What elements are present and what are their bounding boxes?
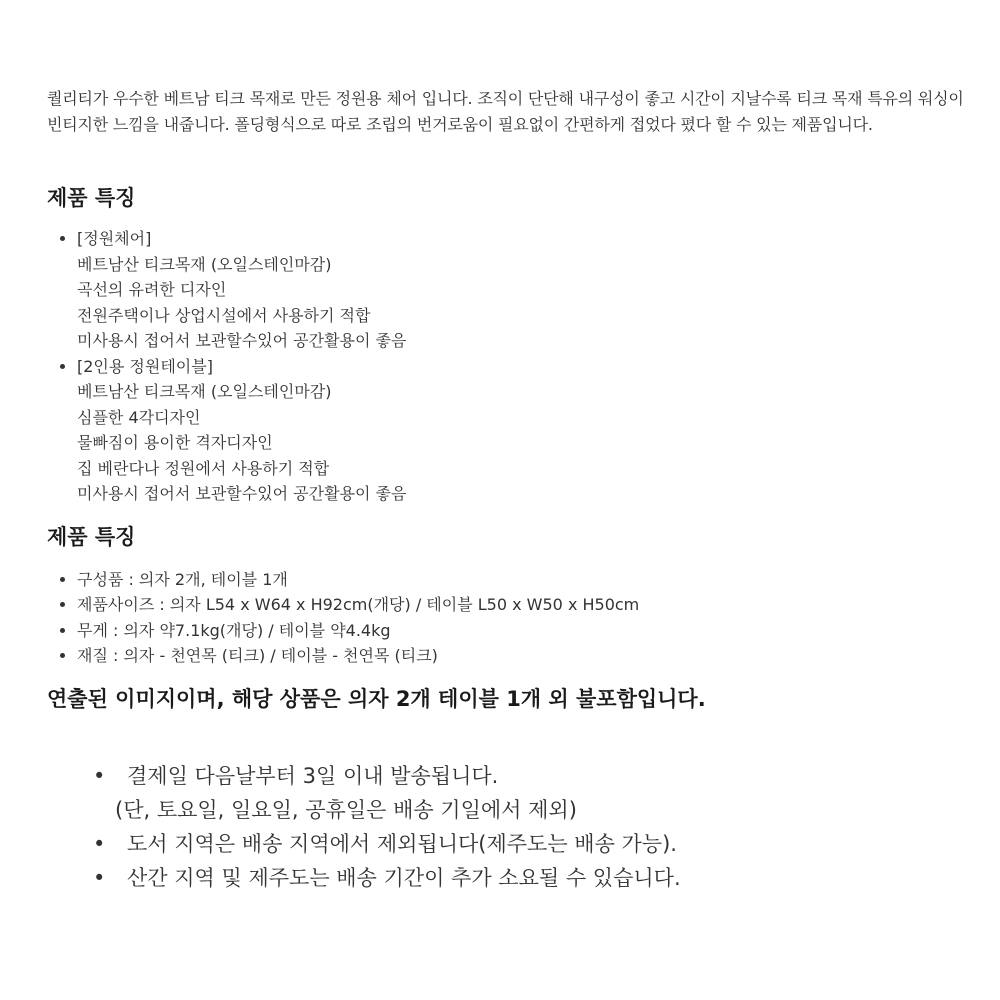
shipping-text: 도서 지역은 배송 지역에서 제외됩니다(제주도는 배송 가능). xyxy=(127,831,677,856)
intro-paragraph: 퀄리티가 우수한 베트남 티크 목재로 만든 정원용 체어 입니다. 조직이 단단해 내구성이 좋고 시간이 지날수록 티크 목재 특유의 워싱이 빈티지한 느낌을 내줍니다. 폴딩형식으로 따로 조립의 번거로움이 필요없이 간편하게 접었다 폈다 할 수 있는 제품입니다. xyxy=(47,89,964,134)
features-title: 제품 특징 xyxy=(47,186,136,210)
spec-item-material: • 재질 : 의자 - 천연목 (티크) / 테이블 - 천연목 (티크) xyxy=(77,643,982,669)
features-line: 집 베란다나 정원에서 사용하기 적합 xyxy=(77,458,330,478)
features-item-chair xyxy=(77,226,982,354)
spec-item-size: • 제품사이즈 : 의자 L54 x W64 x H92cm(개당) / 테이블 L50 x W50 x H50cm xyxy=(77,592,982,618)
features-line: 미사용시 접어서 보관할수있어 공간활용이 좋음 xyxy=(77,331,407,350)
shipping-text: 결제일 다음날부터 3일 이내 발송됩니다. xyxy=(127,763,499,788)
features-line: 물빠짐이 용이한 격자디자인 xyxy=(77,433,273,452)
features-line: 베트남산 티크목재 (오일스테인마감) xyxy=(77,254,332,274)
content-area xyxy=(47,86,982,895)
shipping-item-dispatch xyxy=(91,759,982,827)
shipping-note: (단, 토요일, 일요일, 공휴일은 배송 기일에서 제외) xyxy=(115,797,577,822)
features-list xyxy=(47,226,982,507)
features-line: 곡선의 유려한 디자인 xyxy=(77,280,227,299)
features-item-heading: [정원체어] xyxy=(77,229,152,248)
bullet-icon: • xyxy=(93,831,106,856)
features-item-heading: [2인용 정원테이블] xyxy=(77,356,213,376)
features-line: 전원주택이나 상업시설에서 사용하기 적합 xyxy=(77,305,371,325)
shipping-item-mountain xyxy=(91,861,982,895)
notice-text: 연출된 이미지이며, 해당 상품은 의자 2개 테이블 1개 외 불포함입니다. xyxy=(47,686,706,711)
features-item-table xyxy=(77,354,982,507)
bullet-icon: • xyxy=(93,763,106,788)
specs-list xyxy=(47,567,982,669)
shipping-item-islands xyxy=(91,827,982,861)
shipping-list xyxy=(47,759,982,895)
bullet-icon: • xyxy=(93,865,106,890)
features-line: 미사용시 접어서 보관할수있어 공간활용이 좋음 xyxy=(77,484,407,503)
shipping-text: 산간 지역 및 제주도는 배송 기간이 추가 소요될 수 있습니다. xyxy=(127,865,681,890)
features-line: 심플한 4각디자인 xyxy=(77,407,201,427)
spec-item-weight: • 무게 : 의자 약7.1kg(개당) / 테이블 약4.4kg xyxy=(77,618,982,644)
specs-title: 제품 특징 xyxy=(47,524,136,549)
spec-item-components: • 구성품 : 의자 2개, 테이블 1개 xyxy=(77,567,982,593)
features-line: 베트남산 티크목재 (오일스테인마감) xyxy=(77,382,332,401)
